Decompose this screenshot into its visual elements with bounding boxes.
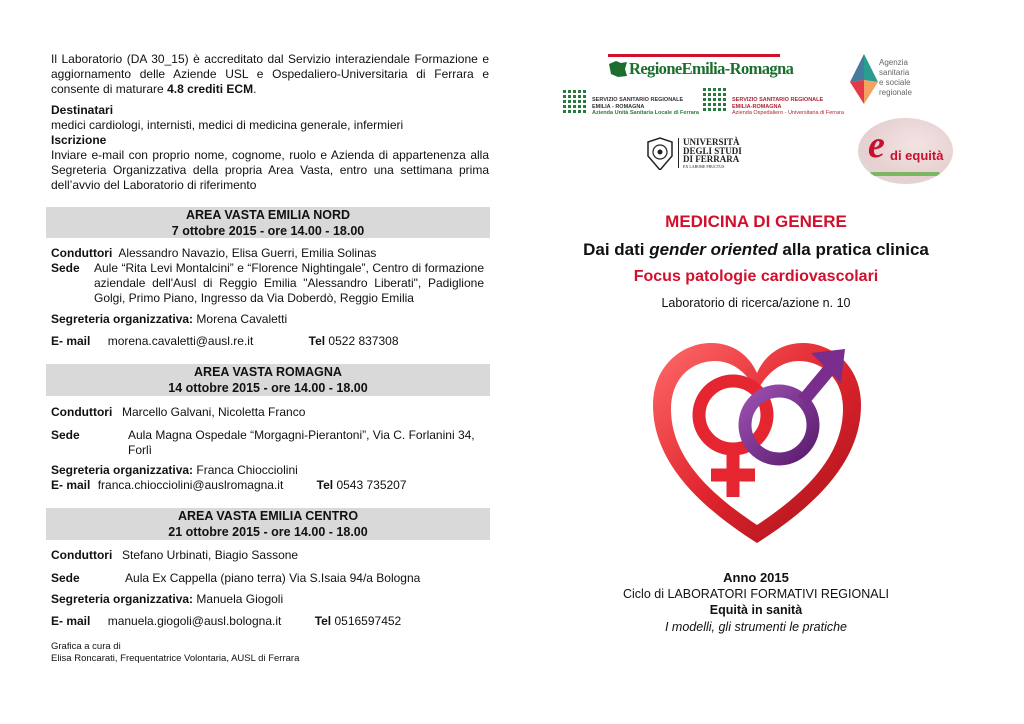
segreteria-value: Franca Chiocciolini [196,463,298,477]
conduttori-row [51,246,376,261]
area-name: AREA VASTA EMILIA NORD [185,208,351,222]
email-label: E- mail [51,334,91,348]
contact-row [51,614,401,629]
segreteria-label: Segreteria organizzativa: [51,592,194,606]
unife-motto: EX LABORE FRUCTUS [683,163,725,169]
agenzia-text-line: regionale [879,88,912,97]
conduttori-value: Stefano Urbinati, Biagio Sassone [121,548,299,562]
intro-accreditation [51,52,489,97]
subtitle-italic: gender oriented [649,240,778,259]
agenzia-logo-text [879,58,912,98]
equita-logo [858,118,953,184]
ssr-grid-icon [702,87,728,115]
unife-text-line: UNIVERSITÀ [683,137,740,147]
segreteria-row [51,592,283,607]
cover-lab-number: Laboratorio di ricerca/azione n. 10 [661,296,851,310]
intro-text: Il Laboratorio (DA 30_15) è accreditato dal Servizio interaziendale Formazione e aggiornamento delle Aziende USL e Ospedaliero-Universitaria di Ferrara e consente di maturare [51,52,489,96]
regione-logo-text: RegioneEmilia-Romagna [629,59,794,78]
ssr-text-line: SERVIZIO SANITARIO REGIONALE [732,97,824,103]
ssr-aou-logo [702,87,842,119]
email-link[interactable]: morena.cavaletti@ausl.re.it [107,334,254,348]
segreteria-label: Segreteria organizzativa: [51,463,194,477]
equita-e-letter: e [868,124,885,166]
heart-gender-icon [645,325,870,550]
sede-row [51,571,420,586]
conduttori-label: Conduttori [51,246,113,260]
ssr-grid-icon [562,89,588,117]
regione-emblem-icon [608,60,628,78]
sede-value: Aule “Rita Levi Montalcini” e “Florence Nightingale”, Centro di formazione aziendale dell'Ausl di Reggio Emilia "Alessandro Liberati", Padiglione Golgi, Primo Piano, Ingresso da Via Doberdò, Reggio Emilia [94,261,484,305]
unife-text-line: DI FERRARA [683,154,740,164]
agenzia-emblem-icon [846,52,880,106]
cover-equita: Equità in sanità [709,603,803,617]
regione-logo-bar [608,54,780,57]
unife-crest-icon [645,136,675,170]
subtitle-pre: Dai dati [583,240,650,259]
unife-divider [678,138,679,168]
ssr-text-line: Azienda Unità Sanitaria Locale di Ferrara [592,110,699,116]
credits-line: Grafica a cura di [51,641,121,652]
cover-tagline: I modelli, gli strumenti le pratiche [664,620,848,634]
unife-text-line: DEGLI STUDI [683,145,742,156]
iscrizione-text: Inviare e-mail con proprio nome, cognome, ruolo e Azienda di appartenenza alla Segreteria Organizzativa della propria Area Vasta, entro una settimana prima dell’avvio del Laboratorio di riferimento [51,148,489,192]
intro-end: . [253,82,257,96]
ssr-ausl-logo [562,89,697,119]
cover-cycle: Ciclo di LABORATORI FORMATIVI REGIONALI [622,587,890,601]
ssr-text-line: EMILIA-ROMAGNA [732,103,782,110]
area-date: 14 ottobre 2015 - ore 14.00 - 18.00 [168,380,368,395]
conduttori-row [51,405,305,420]
subtitle-post: alla pratica clinica [777,240,929,259]
ssr-aou-text [732,97,844,117]
regione-logo [608,54,794,80]
segreteria-row [51,463,298,478]
cover-year: Anno 2015 [723,570,789,585]
unife-text [683,138,742,170]
tel-label: Tel [308,334,326,348]
contact-row [51,478,407,493]
tel-label: Tel [314,614,332,628]
destinatari-text: medici cardiologi, internisti, medici di medicina generale, infermieri [51,118,404,132]
agenzia-text-line: e sociale [879,78,911,87]
email-link[interactable]: manuela.giogoli@ausl.bologna.it [107,614,282,628]
cover-focus: Focus patologie cardiovascolari [633,268,879,285]
ssr-text-line: Azienda Ospedaliero - Universitaria di Ferrara [732,110,844,116]
email-label: E- mail [51,478,91,492]
sede-value: Aula Magna Ospedale “Morgagni-Pierantoni”, Via C. Forlanini 34, Forlì [128,428,475,457]
agenzia-text-line: sanitaria [879,68,910,77]
ssr-ausl-text [592,97,699,117]
area-header-emilia-nord [46,207,490,238]
tel-value: 0543 735207 [336,478,407,492]
contact-row [51,334,399,349]
agenzia-logo [846,52,926,107]
area-header-emilia-centro [46,508,490,540]
tel-value: 0516597452 [334,614,402,628]
conduttori-label: Conduttori [51,405,113,419]
conduttori-label: Conduttori [51,548,113,562]
area-date: 21 ottobre 2015 - ore 14.00 - 18.00 [168,524,368,539]
email-link[interactable]: franca.chiocciolini@auslromagna.it [97,478,284,492]
unife-logo [645,134,765,176]
tel-value: 0522 837308 [328,334,399,348]
destinatari-label: Destinatari [51,103,114,117]
segreteria-label: Segreteria organizzativa: [51,312,194,326]
cover-title: MEDICINA DI GENERE [665,212,847,231]
sede-label: Sede [51,571,80,585]
iscrizione-label: Iscrizione [51,133,107,147]
tel-label: Tel [316,478,334,492]
ecm-credits: 4.8 crediti ECM [167,82,254,96]
conduttori-row [51,548,298,563]
credits-line: Elisa Roncarati, Frequentatrice Volontaria, AUSL di Ferrara [51,653,300,664]
agenzia-text-line: Agenzia [879,58,908,67]
area-name: AREA VASTA ROMAGNA [194,365,342,379]
graphic-credits [51,641,299,665]
sede-label: Sede [51,428,80,442]
cover-subtitle [540,240,972,260]
area-header-romagna [46,364,490,396]
segreteria-value: Manuela Giogoli [196,592,284,606]
conduttori-value: Marcello Galvani, Nicoletta Franco [121,405,306,419]
area-name: AREA VASTA EMILIA CENTRO [177,509,359,523]
email-label: E- mail [51,614,91,628]
area-date: 7 ottobre 2015 - ore 14.00 - 18.00 [171,223,365,238]
segreteria-row [51,312,287,327]
equita-underline [870,172,940,176]
sede-value: Aula Ex Cappella (piano terra) Via S.Isaia 94/a Bologna [125,571,421,585]
sede-label: Sede [51,261,80,275]
conduttori-value: Alessandro Navazio, Elisa Guerri, Emilia Solinas [118,246,377,260]
equita-text: di equità [890,148,944,163]
segreteria-value: Morena Cavaletti [196,312,288,326]
ssr-text-line: SERVIZIO SANITARIO REGIONALE [592,97,684,103]
ssr-text-line: EMILIA - ROMAGNA [592,103,645,110]
